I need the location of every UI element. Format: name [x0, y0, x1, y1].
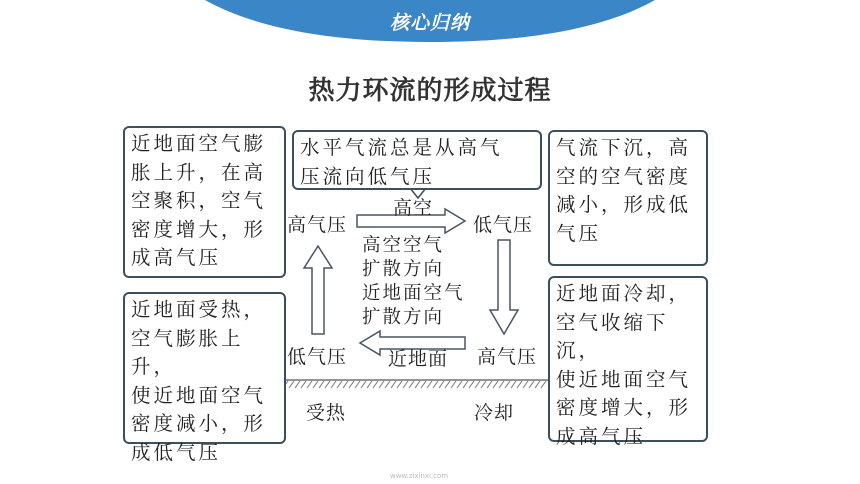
hatch-mark — [523, 381, 528, 388]
box-line: 压流向低气压 — [300, 164, 436, 188]
box-line: 空的空气密度 — [556, 164, 692, 188]
hatch-mark — [289, 381, 294, 388]
hatch-mark — [421, 381, 426, 388]
hatch-mark — [457, 381, 462, 388]
hatch-mark — [481, 381, 486, 388]
box-line: 密度增大，形 — [556, 396, 692, 419]
hatch-mark — [331, 381, 336, 388]
box-line: 近地面冷却， — [556, 282, 692, 305]
label-cooled: 冷却 — [474, 402, 515, 424]
hatch-mark — [535, 381, 540, 388]
label-upper-left-pressure: 高气压 — [287, 214, 348, 236]
hatch-mark — [445, 381, 450, 388]
hatch-mark — [337, 381, 342, 388]
box-line: 气流下沉，高 — [556, 136, 692, 159]
box-line: 密度减小，形 — [131, 412, 267, 435]
label-lower-right-pressure: 高气压 — [477, 346, 538, 368]
box-line: 胀上升，在高 — [131, 160, 267, 184]
box-horizontal-flow-rule — [292, 130, 542, 190]
box-line: 近地面空气膨 — [131, 132, 267, 155]
legend-line: 近地面空气 — [362, 283, 465, 304]
box-upper-right-explanation — [548, 130, 708, 266]
center-legend — [362, 234, 465, 330]
box-line: 气压 — [556, 221, 602, 245]
box-line: 使近地面空气 — [131, 383, 267, 407]
hatch-mark — [313, 381, 318, 388]
hatch-mark — [499, 381, 504, 388]
legend-line: 高空空气 — [362, 235, 445, 256]
ground-hatching — [283, 381, 546, 388]
box-line: 水平气流总是从高气 — [300, 136, 503, 159]
hatch-mark — [343, 381, 348, 388]
legend-line: 扩散方向 — [362, 307, 445, 328]
box-line: 成高气压 — [131, 246, 222, 269]
hatch-mark — [517, 381, 522, 388]
hatch-mark — [511, 381, 516, 388]
label-heated: 受热 — [306, 402, 347, 424]
legend-line: 扩散方向 — [362, 259, 445, 280]
box-line: 减小，形成低 — [556, 193, 692, 216]
hatch-mark — [355, 381, 360, 388]
hatch-mark — [505, 381, 510, 388]
header-tab-label: 核心归纳 — [389, 12, 470, 34]
hatch-mark — [307, 381, 312, 388]
hatch-mark — [403, 381, 408, 388]
watermark: www.zixinxi.com — [390, 472, 449, 480]
hatch-mark — [463, 381, 468, 388]
arrow-rising — [304, 246, 332, 334]
box-line: 空聚积，空气 — [131, 189, 267, 212]
box-line: 空气收缩下沉， — [556, 310, 669, 362]
label-lower-left-pressure: 低气压 — [287, 346, 348, 368]
label-upper-right-pressure: 低气压 — [473, 214, 534, 236]
hatch-mark — [301, 381, 306, 388]
hatch-mark — [349, 381, 354, 388]
label-near-ground: 近地面 — [388, 348, 449, 370]
hatch-mark — [439, 381, 444, 388]
box-line: 使近地面空气 — [556, 367, 692, 391]
box-upper-left-explanation — [123, 126, 286, 278]
hatch-mark — [367, 381, 372, 388]
hatch-mark — [541, 381, 546, 388]
hatch-mark — [409, 381, 414, 388]
box-line: 成低气压 — [131, 440, 222, 464]
hatch-mark — [325, 381, 330, 388]
hatch-mark — [427, 381, 432, 388]
hatch-mark — [493, 381, 498, 388]
hatch-mark — [397, 381, 402, 388]
hatch-mark — [451, 381, 456, 388]
hatch-mark — [529, 381, 534, 388]
hatch-mark — [469, 381, 474, 388]
hatch-mark — [475, 381, 480, 388]
hatch-mark — [373, 381, 378, 388]
box-lower-left-explanation — [123, 292, 286, 464]
page-title: 热力环流的形成过程 — [308, 76, 552, 106]
hatch-mark — [361, 381, 366, 388]
label-high-altitude: 高空 — [393, 197, 434, 219]
hatch-mark — [319, 381, 324, 388]
hatch-mark — [415, 381, 420, 388]
box-line: 近地面受热， — [131, 298, 267, 321]
hatch-mark — [379, 381, 384, 388]
box-lower-right-explanation — [548, 276, 708, 448]
box-line: 空气膨胀上升， — [131, 326, 244, 378]
hatch-mark — [385, 381, 390, 388]
hatch-mark — [433, 381, 438, 388]
box-line: 密度增大，形 — [131, 217, 267, 241]
hatch-mark — [295, 381, 300, 388]
hatch-mark — [487, 381, 492, 388]
hatch-mark — [391, 381, 396, 388]
arrow-sinking — [490, 240, 518, 334]
box-line: 成高气压 — [556, 424, 647, 448]
